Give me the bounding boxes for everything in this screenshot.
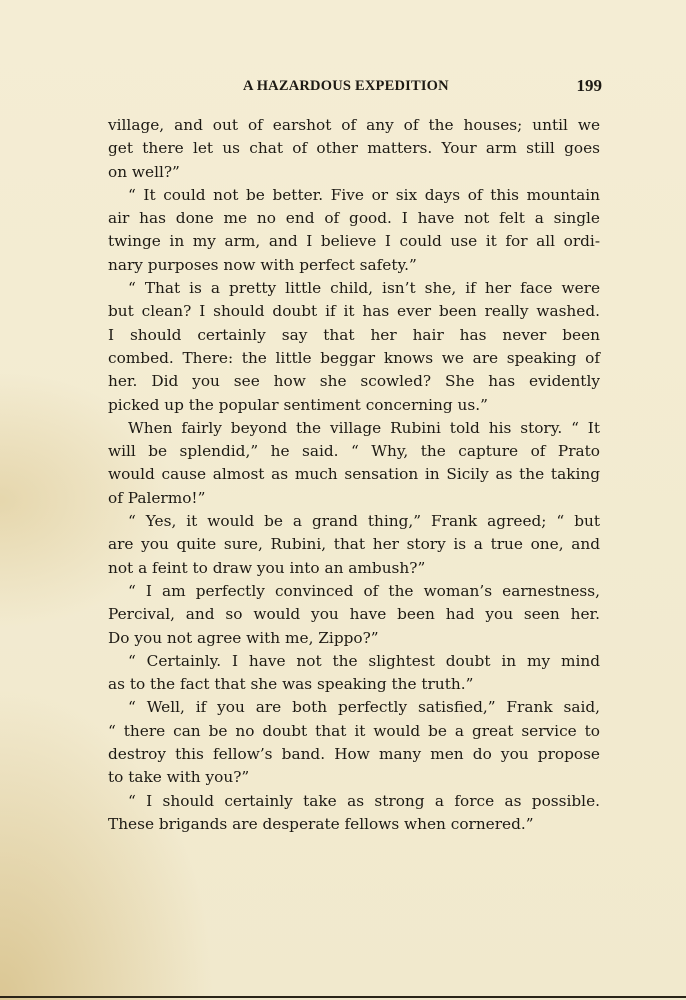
text-line: get there let us chat of other matters. Your arm still goes <box>108 139 600 158</box>
text-line: “ Yes, it would be a grand thing,” Frank agreed; “ but <box>128 512 600 531</box>
text-line: are you quite sure, Rubini, that her story is a true one, and <box>108 535 600 554</box>
text-line: “ That is a pretty little child, isn’t she, if her face were <box>128 279 600 298</box>
running-title: A HAZARDOUS EXPEDITION <box>243 78 449 94</box>
page-bottom-edge <box>0 996 686 998</box>
text-line: “ I am perfectly convinced of the woman’s earnestness, <box>128 581 600 600</box>
text-line: not a feint to draw you into an ambush?” <box>108 558 426 577</box>
text-line: as to the fact that she was speaking the truth.” <box>108 675 474 694</box>
body-text <box>108 114 600 836</box>
text-line: “ Certainly. I have not the slightest doubt in my mind <box>128 651 600 670</box>
text-line: Do you not agree with me, Zippo?” <box>108 628 379 647</box>
text-line: would cause almost as much sensation in Sicily as the taking <box>108 465 600 484</box>
page-number: 199 <box>576 76 602 95</box>
text-line: picked up the popular sentiment concerning us.” <box>108 395 488 414</box>
text-line: Percival, and so would you have been had you seen her. <box>108 605 600 624</box>
text-line: “ It could not be better. Five or six days of this mountain <box>128 185 600 204</box>
text-line: on well?” <box>108 162 180 181</box>
text-line: to take with you?” <box>108 768 250 787</box>
text-line: of Palermo!” <box>108 488 206 507</box>
text-line: I should certainly say that her hair has never been <box>108 325 600 344</box>
page-header <box>108 78 602 102</box>
text-line: “ there can be no doubt that it would be a great service to <box>108 721 600 740</box>
text-line: will be splendid,” he said. “ Why, the capture of Prato <box>108 442 600 461</box>
text-line: village, and out of earshot of any of the houses; until we <box>108 116 600 134</box>
text-line: air has done me no end of good. I have not felt a single <box>108 209 600 228</box>
text-line: “ I should certainly take as strong a force as possible. <box>128 791 600 810</box>
text-line: but clean? I should doubt if it has ever been really washed. <box>108 302 600 321</box>
text-line: “ Well, if you are both perfectly satisfied,” Frank said, <box>128 698 600 717</box>
text-line: When fairly beyond the village Rubini told his story. “ It <box>128 418 600 437</box>
text-line: twinge in my arm, and I believe I could use it for all ordi- <box>108 232 600 251</box>
text-line: These brigands are desperate fellows when cornered.” <box>108 814 534 833</box>
text-line: nary purposes now with perfect safety.” <box>108 255 417 274</box>
text-line: combed. There: the little beggar knows we are speaking of <box>108 348 600 367</box>
text-line: her. Did you see how she scowled? She has evidently <box>108 372 600 391</box>
text-line: destroy this fellow’s band. How many men do you propose <box>108 745 600 764</box>
